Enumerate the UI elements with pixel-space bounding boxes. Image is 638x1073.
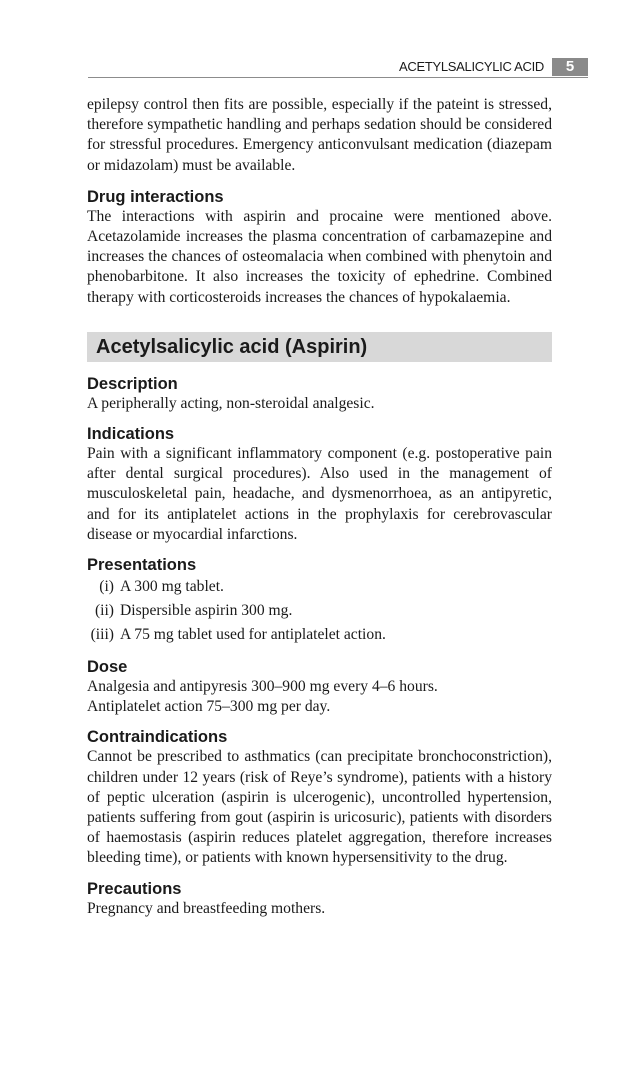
list-item-number: (ii) [94,602,114,620]
drug-interactions-text: The interactions with aspirin and procaine were mentioned above. Acetazolamide increases the plasma concentration of carbamazepine and increases the chances of osteomalacia when combined with phenytoin and phenobarbitone. It also increases the toxicity of ephedrine. Combined therapy with corticosteroids increases the chances of hypokalaemia. [87,207,552,306]
page-header [88,58,588,78]
precautions-heading: Precautions [87,879,182,898]
list-item [87,599,552,623]
list-item-text: A 300 mg tablet. [120,578,224,596]
list-item-number: (i) [99,578,114,596]
contraindications-heading: Contraindications [87,728,228,747]
header-rule [88,77,588,78]
page-number: 5 [552,58,588,76]
dose-heading: Dose [87,658,128,677]
drug-interactions-heading: Drug interactions [87,187,224,206]
indications-text: Pain with a significant inflammatory component (e.g. postoperative pain after dental surgical procedures). Also used in the management of musculoskeletal pain, headache, and dysmenorrhoea, as an antipyretic, and for its antiplatelet actions in the prophylaxis for cerebrovascular disease or myocardial infarctions. [87,445,552,543]
list-item [87,575,552,599]
running-head: ACETYLSALICYLIC ACID [399,59,544,74]
list-item-number: (iii) [90,626,114,644]
page-body [87,95,552,919]
presentations-heading: Presentations [87,556,197,575]
section-title: Acetylsalicylic acid (Aspirin) [87,332,552,362]
description-text: A peripherally acting, non-steroidal analgesic. [87,394,375,412]
list-item [87,623,552,647]
precautions-text: Pregnancy and breastfeeding mothers. [87,899,326,917]
list-item-text: A 75 mg tablet used for antiplatelet action. [120,626,386,644]
list-item-text: Dispersible aspirin 300 mg. [120,602,293,620]
description-heading: Description [87,374,178,393]
intro-paragraph: epilepsy control then fits are possible, especially if the pateint is stressed, therefore sympathetic handling and perhaps sedation should be considered for stressful procedures. Emergency anticonvulsant medication (diazepam or midazolam) must be available. [87,96,552,174]
indications-heading: Indications [87,425,175,444]
dose-line: Analgesia and antipyresis 300–900 mg every 4–6 hours. [87,678,438,696]
contraindications-text: Cannot be prescribed to asthmatics (can precipitate bronchoconstriction), children under 12 years (risk of Reye’s syndrome), patients with a history of peptic ulceration (aspirin is ulcerogenic), uncontrolled hypertension, patients suffering from gout (aspirin is uricosuric), patients with disorders of haemostasis (aspirin reduces platelet aggregation, therefore increases bleeding time), or patients with known hypersensitivity to the drug. [87,748,552,867]
presentations-list [87,575,552,647]
dose-line: Antiplatelet action 75–300 mg per day. [87,698,331,716]
